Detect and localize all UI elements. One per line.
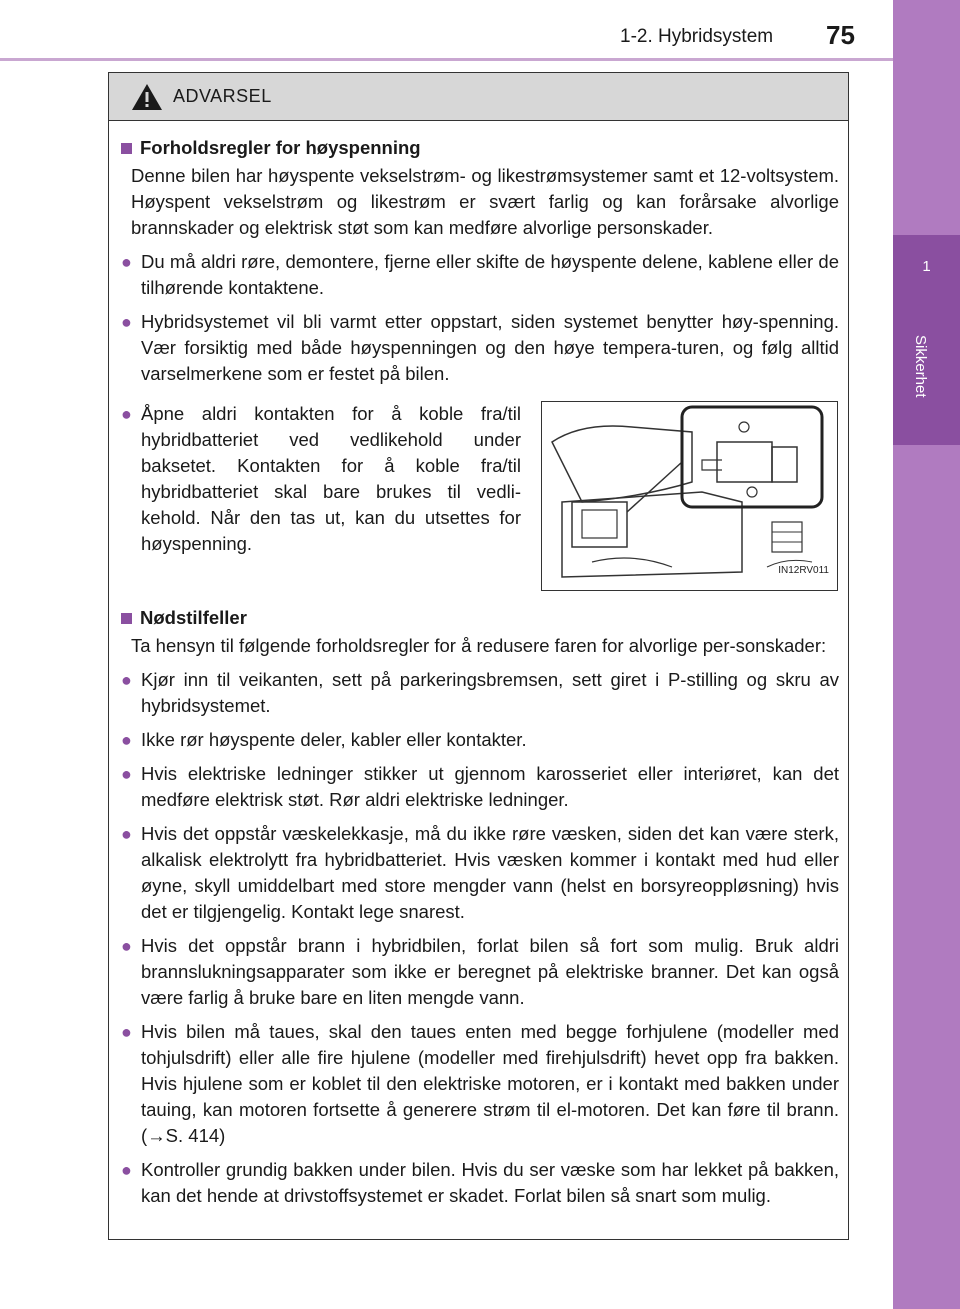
bullet-dot-icon: ● — [121, 936, 132, 956]
bullet-dot-icon: ● — [121, 252, 132, 272]
warning-box — [108, 72, 849, 1240]
bullet-dot-icon: ● — [121, 1160, 132, 1180]
section-heading-emergency: Nødstilfeller — [121, 605, 839, 631]
square-bullet-icon — [121, 613, 132, 624]
list-item: ● Ikke rør høyspente deler, kabler eller kontakter. — [121, 727, 839, 753]
list-item: ● Hvis elektriske ledninger stikker ut gjennom karosseriet eller interiøret, kan det medføre elektrisk støt. Rør aldri elektriske ledninger. — [121, 761, 839, 813]
square-bullet-icon — [121, 143, 132, 154]
section-heading-high-voltage: Forholdsregler for høyspenning — [121, 135, 839, 161]
figure-id: IN12RV011 — [778, 565, 829, 576]
figure-row — [121, 401, 839, 591]
list-item: ● Hvis det oppstår brann i hybridbilen, forlat bilen så fort som mulig. Bruk aldri brannslukningsapparater som ikke er beregnet på elektriske branner. Det kan også være farlig å bruke bare en liten mengde vann. — [121, 933, 839, 1011]
warning-content — [121, 131, 839, 1209]
list-item: ● Hybridsystemet vil bli varmt etter oppstart, siden systemet benytter høy-spenning. Vær forsiktig med både høyspenningen og den høye tempera-turen, og følg alltid varselmerkene som er festet på bilen. — [121, 309, 839, 387]
emergency-intro: Ta hensyn til følgende forholdsregler for å redusere faren for alvorlige per-sonskader: — [131, 635, 827, 656]
list-item: ● Kontroller grundig bakken under bilen. Hvis du ser væske som har lekket på bakken, kan det hende at drivstoffsystemet er skadet. Forlat bilen så snart som mulig. — [121, 1157, 839, 1209]
chapter-number: 1 — [922, 258, 931, 275]
bullet-dot-icon: ● — [121, 764, 132, 784]
header-rule — [0, 58, 893, 61]
bullet-dot-icon: ● — [121, 824, 132, 844]
warning-triangle-icon — [131, 83, 163, 111]
bullet-dot-icon: ● — [121, 730, 132, 750]
page-number: 75 — [826, 20, 855, 50]
bullet-dot-icon: ● — [121, 670, 132, 690]
chapter-label: Sikkerhet — [912, 335, 929, 398]
warning-header — [109, 73, 848, 121]
list-item: ● Hvis det oppstår væskelekkasje, må du ikke røre væsken, siden det kan være sterk, alkalisk elektrolytt fra hybridbatteriet. Hvis væsken kommer i kontakt med hud eller øyne, skyll umiddelbart med store mengder vann (helst en borsyreoppløsning) hvis det er tilgjengelig. Kontakt lege snarest. — [121, 821, 839, 925]
bullet-dot-icon: ● — [121, 1022, 132, 1042]
warning-heading: ADVARSEL — [173, 86, 272, 106]
list-item: ● Åpne aldri kontakten for å koble fra/til hybridbatteriet ved vedlikehold under baksetet. Kontakten for å koble fra/til hybridbatteriet skal bare brukes til vedli-kehold. Når den tas ut, kan du utsettes for høyspenning. — [121, 401, 521, 591]
list-item: ● Kjør inn til veikanten, sett på parkeringsbremsen, sett giret i P-stilling og skru av hybridsystemet. — [121, 667, 839, 719]
list-item: ● Du må aldri røre, demontere, fjerne eller skifte de høyspente delene, kablene eller de tilhørende kontaktene. — [121, 249, 839, 301]
bullet-dot-icon: ● — [121, 404, 132, 424]
battery-connector-illustration — [541, 401, 838, 591]
chapter-side-tab — [893, 0, 960, 1309]
bullet-dot-icon: ● — [121, 312, 132, 332]
high-voltage-intro: Denne bilen har høyspente vekselstrøm- og likestrømsystemer samt et 12-voltsystem. Høyspent vekselstrøm og likestrøm er svært farlig og kan forårsake alvorlige brannskader og elektrisk støt som kan medføre alvorlige personskader. — [131, 165, 839, 238]
list-item: ● Hvis bilen må taues, skal den taues enten med begge forhjulene (modeller med tohjulsdrift) eller alle fire hjulene (modeller med firehjulsdrift) hevet opp fra bakken. Hvis hjulene som er koblet til den elektriske motoren, er i kontakt med bakken under tauing, kan motoren fortsette å generere strøm til el-motoren. Det kan føre til brann. (→S. 414) — [121, 1019, 839, 1149]
section-title-header: 1-2. Hybridsystem — [620, 26, 774, 47]
